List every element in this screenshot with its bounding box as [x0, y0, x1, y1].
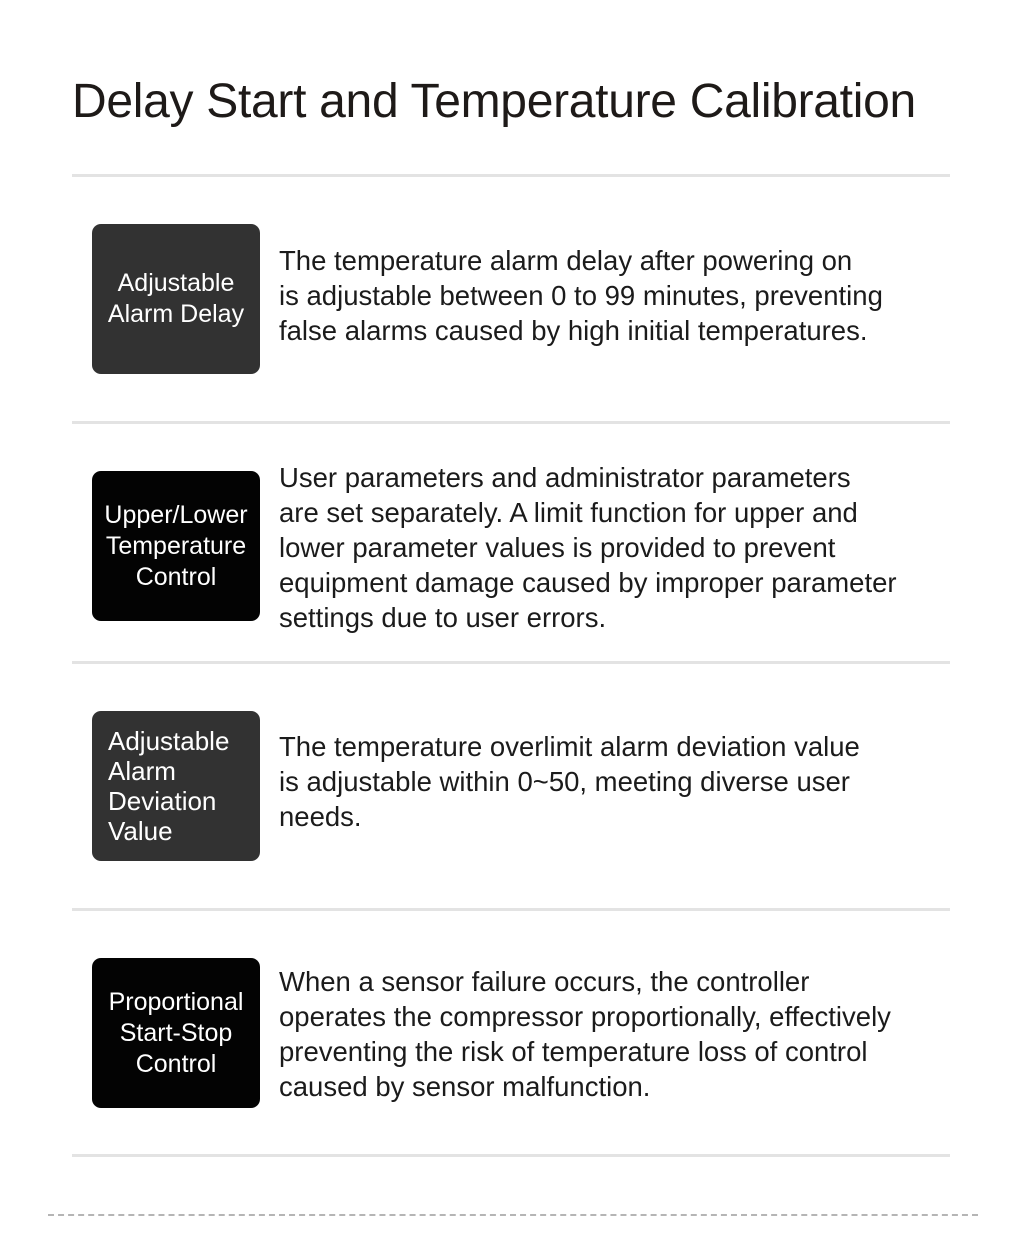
- feature-description: User parameters and administrator parameters are set separately. A limit function for upper and lower parameter values is provided to prevent equipment damage caused by improper parameter settings due to user errors.: [279, 462, 897, 633]
- feature-badge: [92, 224, 260, 374]
- feature-badge: [92, 471, 260, 621]
- section-divider: [72, 174, 950, 177]
- section-divider: [72, 421, 950, 424]
- feature-description: When a sensor failure occurs, the controller operates the compressor proportionally, effectively preventing the risk of temperature loss of control caused by sensor malfunction.: [279, 966, 891, 1102]
- feature-badge-label: Adjustable Alarm Deviation Value: [108, 726, 230, 846]
- feature-badge-label: Adjustable Alarm Delay: [107, 269, 245, 328]
- feature-badge-label: Proportional Start-Stop Control: [108, 987, 244, 1078]
- feature-badge-label: Upper/Lower Temperature Control: [104, 500, 248, 591]
- section-divider: [72, 908, 950, 911]
- feature-description: The temperature alarm delay after powering on is adjustable between 0 to 99 minutes, preventing false alarms caused by high initial temperatures.: [279, 245, 883, 346]
- feature-description: The temperature overlimit alarm deviation value is adjustable within 0~50, meeting diverse user needs.: [279, 731, 860, 832]
- dashed-divider: [48, 1214, 978, 1216]
- section-divider: [72, 1154, 950, 1157]
- section-divider: [72, 661, 950, 664]
- feature-badge: [92, 958, 260, 1108]
- feature-badge: [92, 711, 260, 861]
- page-title: Delay Start and Temperature Calibration: [72, 75, 916, 128]
